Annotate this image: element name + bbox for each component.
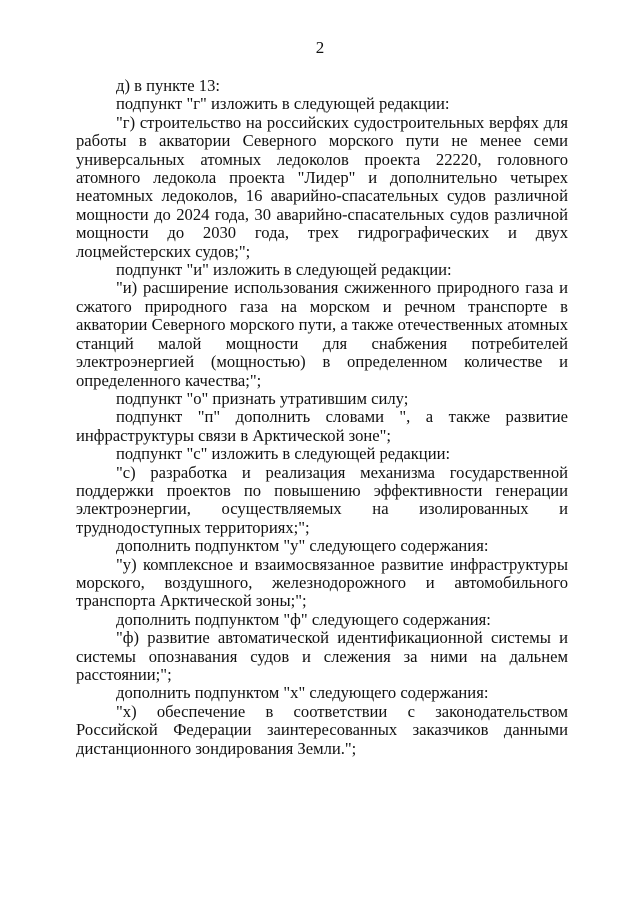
paragraph-subpoint-f-intro: дополнить подпунктом "ф" следующего содержания: — [116, 609, 491, 629]
paragraph-subpoint-f-text: "ф) развитие автоматической идентификационной системы и системы опознавания судов и слежения за ними на дальнем расстоянии;"; — [76, 628, 568, 684]
paragraph-subpoint-o: подпункт "о" признать утратившим силу; — [116, 388, 409, 408]
page-number: 2 — [315, 38, 325, 57]
document-body — [76, 77, 568, 758]
paragraph-subpoint-u-text: "у) комплексное и взаимосвязанное развитие инфраструктуры морского, воздушного, железнодорожного и автомобильного транспорта Арктической зоны;"; — [76, 554, 568, 611]
paragraph-subpoint-g-intro: подпункт "г" изложить в следующей редакции: — [116, 94, 450, 114]
paragraph-subpoint-i-intro: подпункт "и" изложить в следующей редакции: — [116, 260, 452, 280]
paragraph-item-d-point-13: д) в пункте 13: — [116, 76, 220, 95]
paragraph-subpoint-g-text: "г) строительство на российских судостроительных верфях для работы в акватории Северного морского пути не менее семи универсальных атомных ледоколов проекта 22220, головного атомного ледокола проекта "Лидер" и дополнительно четырех неатомных ледоколов, 16 аварийно-спасательных судов различной мощности до 2024 года, 30 аварийно-спасательных судов различной мощности до 2030 года, трех гидрографических и двух лоцмейстерских судов;"; — [76, 112, 568, 261]
paragraph-subpoint-u-intro: дополнить подпунктом "у" следующего содержания: — [116, 536, 489, 556]
paragraph-subpoint-kh-text: "х) обеспечение в соответствии с законодательством Российской Федерации заинтересованных заказчиков данными дистанционного зондирования Земли."; — [76, 701, 568, 758]
paragraph-subpoint-s-intro: подпункт "с" изложить в следующей редакции: — [116, 444, 451, 464]
paragraph-subpoint-p: подпункт "п" дополнить словами ", а также развитие инфраструктуры связи в Арктической зоне"; — [76, 407, 568, 445]
paragraph-subpoint-kh-intro: дополнить подпунктом "х" следующего содержания: — [116, 683, 489, 703]
paragraph-subpoint-s-text: "с) разработка и реализация механизма государственной поддержки проектов по повышению эффективности генерации электроэнергии, осуществляемых на изолированных и труднодоступных территориях;"; — [76, 462, 568, 537]
paragraph-subpoint-i-text: "и) расширение использования сжиженного природного газа и сжатого природного газа на морском и речном транспорте в акватории Северного морского пути, а также отечественных атомных станций малой мощности для снабжения потребителей электроэнергией (мощностью) в определенном количестве и определенного качества;"; — [76, 278, 568, 390]
